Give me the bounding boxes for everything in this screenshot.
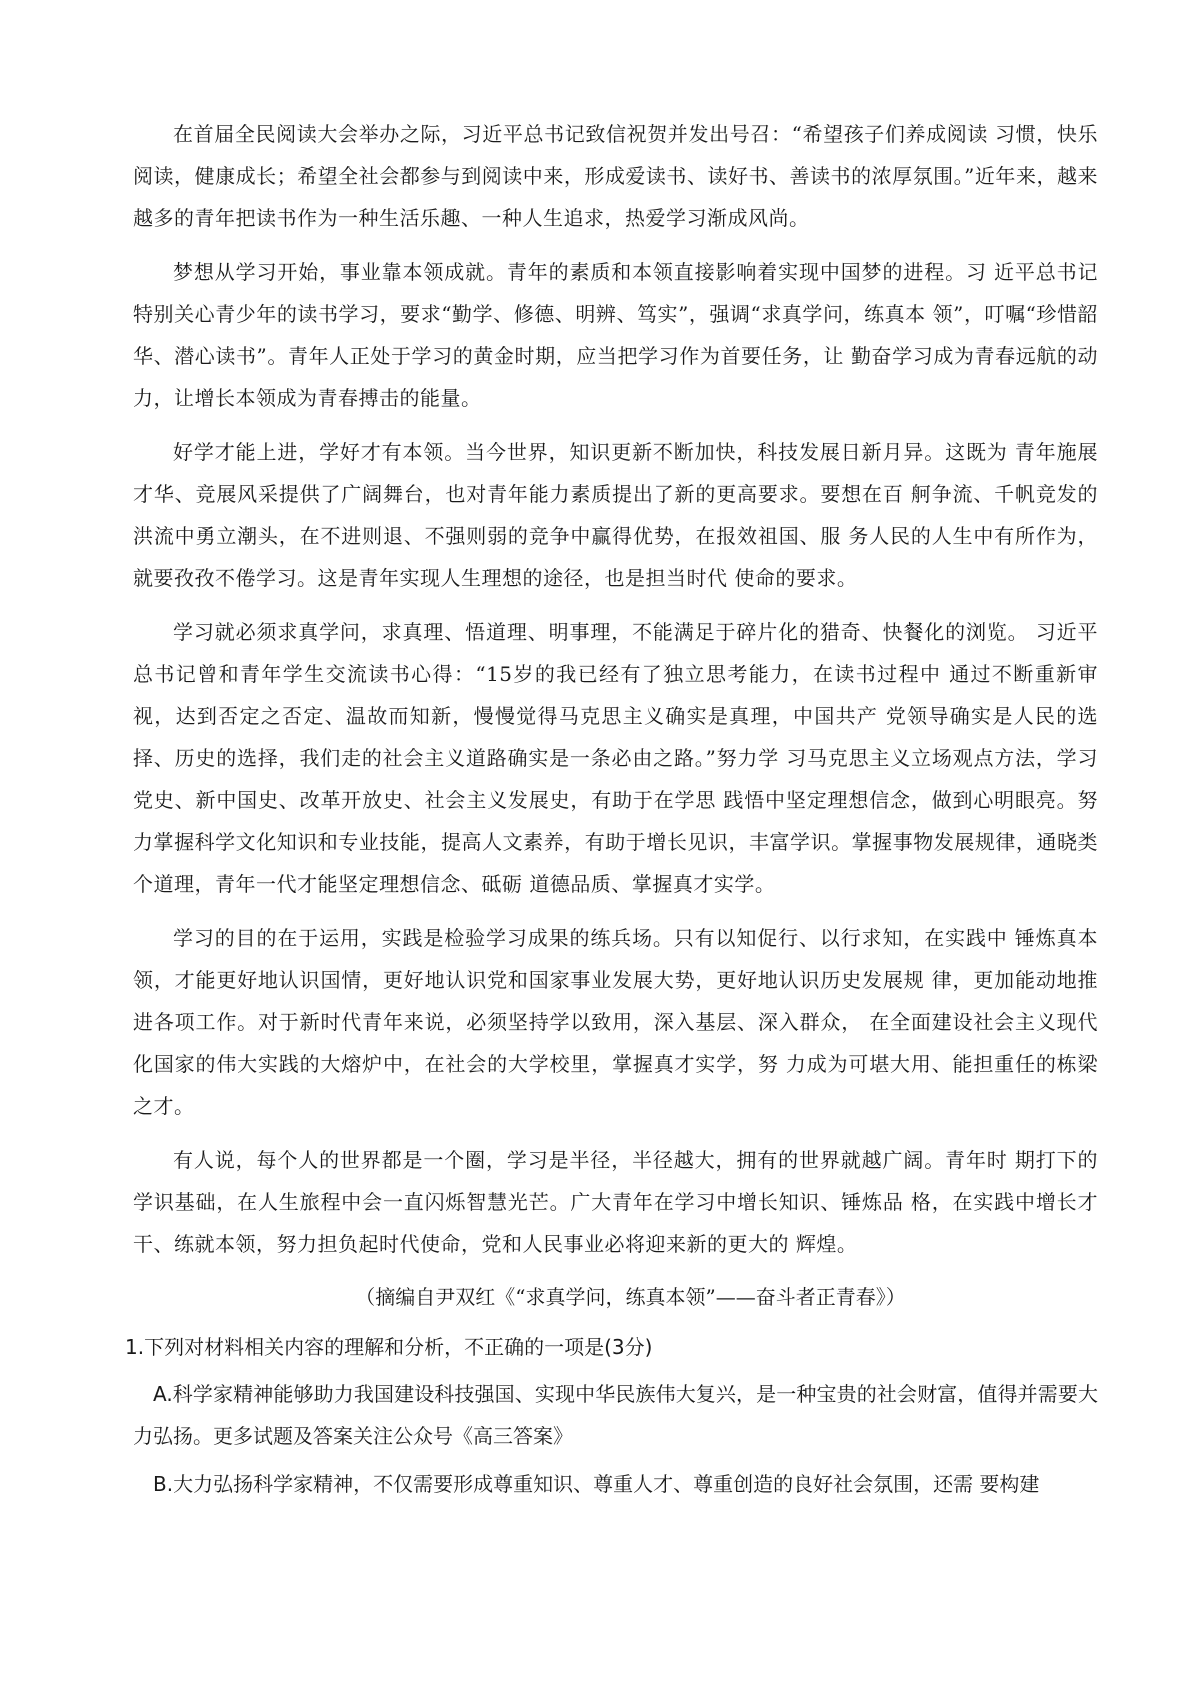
paragraph-2: 梦想从学习开始，事业靠本领成就。青年的素质和本领直接影响着实现中国梦的进程。习 近平总书记特别关心青少年的读书学习，要求“勤学、修德、明辨、笃实”，强调“求真学问，练真本 领”，叮嘱“珍惜韶华、潜心读书”。青年人正处于学习的黄金时期，应当把学习作为首要任务，让 勤奋学习成为青春远航的动力，让增长本领成为青春搏击的能量。 (133, 260, 1098, 410)
paragraph-5: 学习的目的在于运用，实践是检验学习成果的练兵场。只有以知促行、以行求知，在实践中 锤炼真本领，才能更好地认识国情，更好地认识党和国家事业发展大势，更好地认识历史发展规 律，更加能动地推进各项工作。对于新时代青年来说，必须坚持学以致用，深入基层、深入群众， 在全面建设社会主义现代化国家的伟大实践的大熔炉中，在社会的大学校里，掌握真才实学，努 力成为可堪大用、能担重任的栋梁之才。 (133, 926, 1098, 1118)
paragraph-4: 学习就必须求真学问，求真理、悟道理、明事理，不能满足于碎片化的猎奇、快餐化的浏览。 习近平总书记曾和青年学生交流读书心得：“15岁的我已经有了独立思考能力，在读书过程中 通过不断重新审视，达到否定之否定、温故而知新，慢慢觉得马克思主义确实是真理，中国共产 党领导确实是人民的选择、历史的选择，我们走的社会主义道路确实是一条必由之路。”努力学 习马克思主义立场观点方法，学习党史、新中国史、改革开放史、社会主义发展史，有助于在学思 践悟中坚定理想信念，做到心明眼亮。努力掌握科学文化知识和专业技能，提高人文素养，有助于增长见识，丰富学识。掌握事物发展规律，通晓类个道理，青年一代才能坚定理想信念、砥砺 道德品质、掌握真才实学。 (133, 620, 1098, 896)
question-stem: 1.下列对材料相关内容的理解和分析，不正确的一项是(3分) (125, 1335, 653, 1359)
option-a: A.科学家精神能够助力我国建设科技强国、实现中华民族伟大复兴，是一种宝贵的社会财富，值得并需要大力弘扬。更多试题及答案关注公众号《高三答案》 (133, 1382, 1098, 1448)
source-citation: （摘编自尹双红《“求真学问，练真本领”——奋斗者正青春》） (355, 1285, 906, 1309)
document-page (125, 113, 1098, 1511)
paragraph-1: 在首届全民阅读大会举办之际，习近平总书记致信祝贺并发出号召：“希望孩子们养成阅读 习惯，快乐阅读，健康成长；希望全社会都参与到阅读中来，形成爱读书、读好书、善读书的浓厚氛围。”近年来，越来越多的青年把读书作为一种生活乐趣、一种人生追求，热爱学习渐成风尚。 (133, 122, 1098, 230)
paragraph-3: 好学才能上进，学好才有本领。当今世界，知识更新不断加快，科技发展日新月异。这既为 青年施展才华、竞展风采提供了广阔舞台，也对青年能力素质提出了新的更高要求。要想在百 舸争流、千帆竞发的洪流中勇立潮头，在不进则退、不强则弱的竞争中赢得优势，在报效祖国、服 务人民的人生中有所作为，就要孜孜不倦学习。这是青年实现人生理想的途径，也是担当时代 使命的要求。 (133, 440, 1098, 590)
paragraph-6: 有人说，每个人的世界都是一个圈，学习是半径，半径越大，拥有的世界就越广阔。青年时 期打下的学识基础，在人生旅程中会一直闪烁智慧光芒。广大青年在学习中增长知识、锤炼品 格，在实践中增长才干、练就本领，努力担负起时代使命，党和人民事业必将迎来新的更大的 辉煌。 (133, 1148, 1098, 1256)
option-b: B.大力弘扬科学家精神，不仅需要形成尊重知识、尊重人才、尊重创造的良好社会氛围，还需 要构建 (153, 1472, 1040, 1496)
